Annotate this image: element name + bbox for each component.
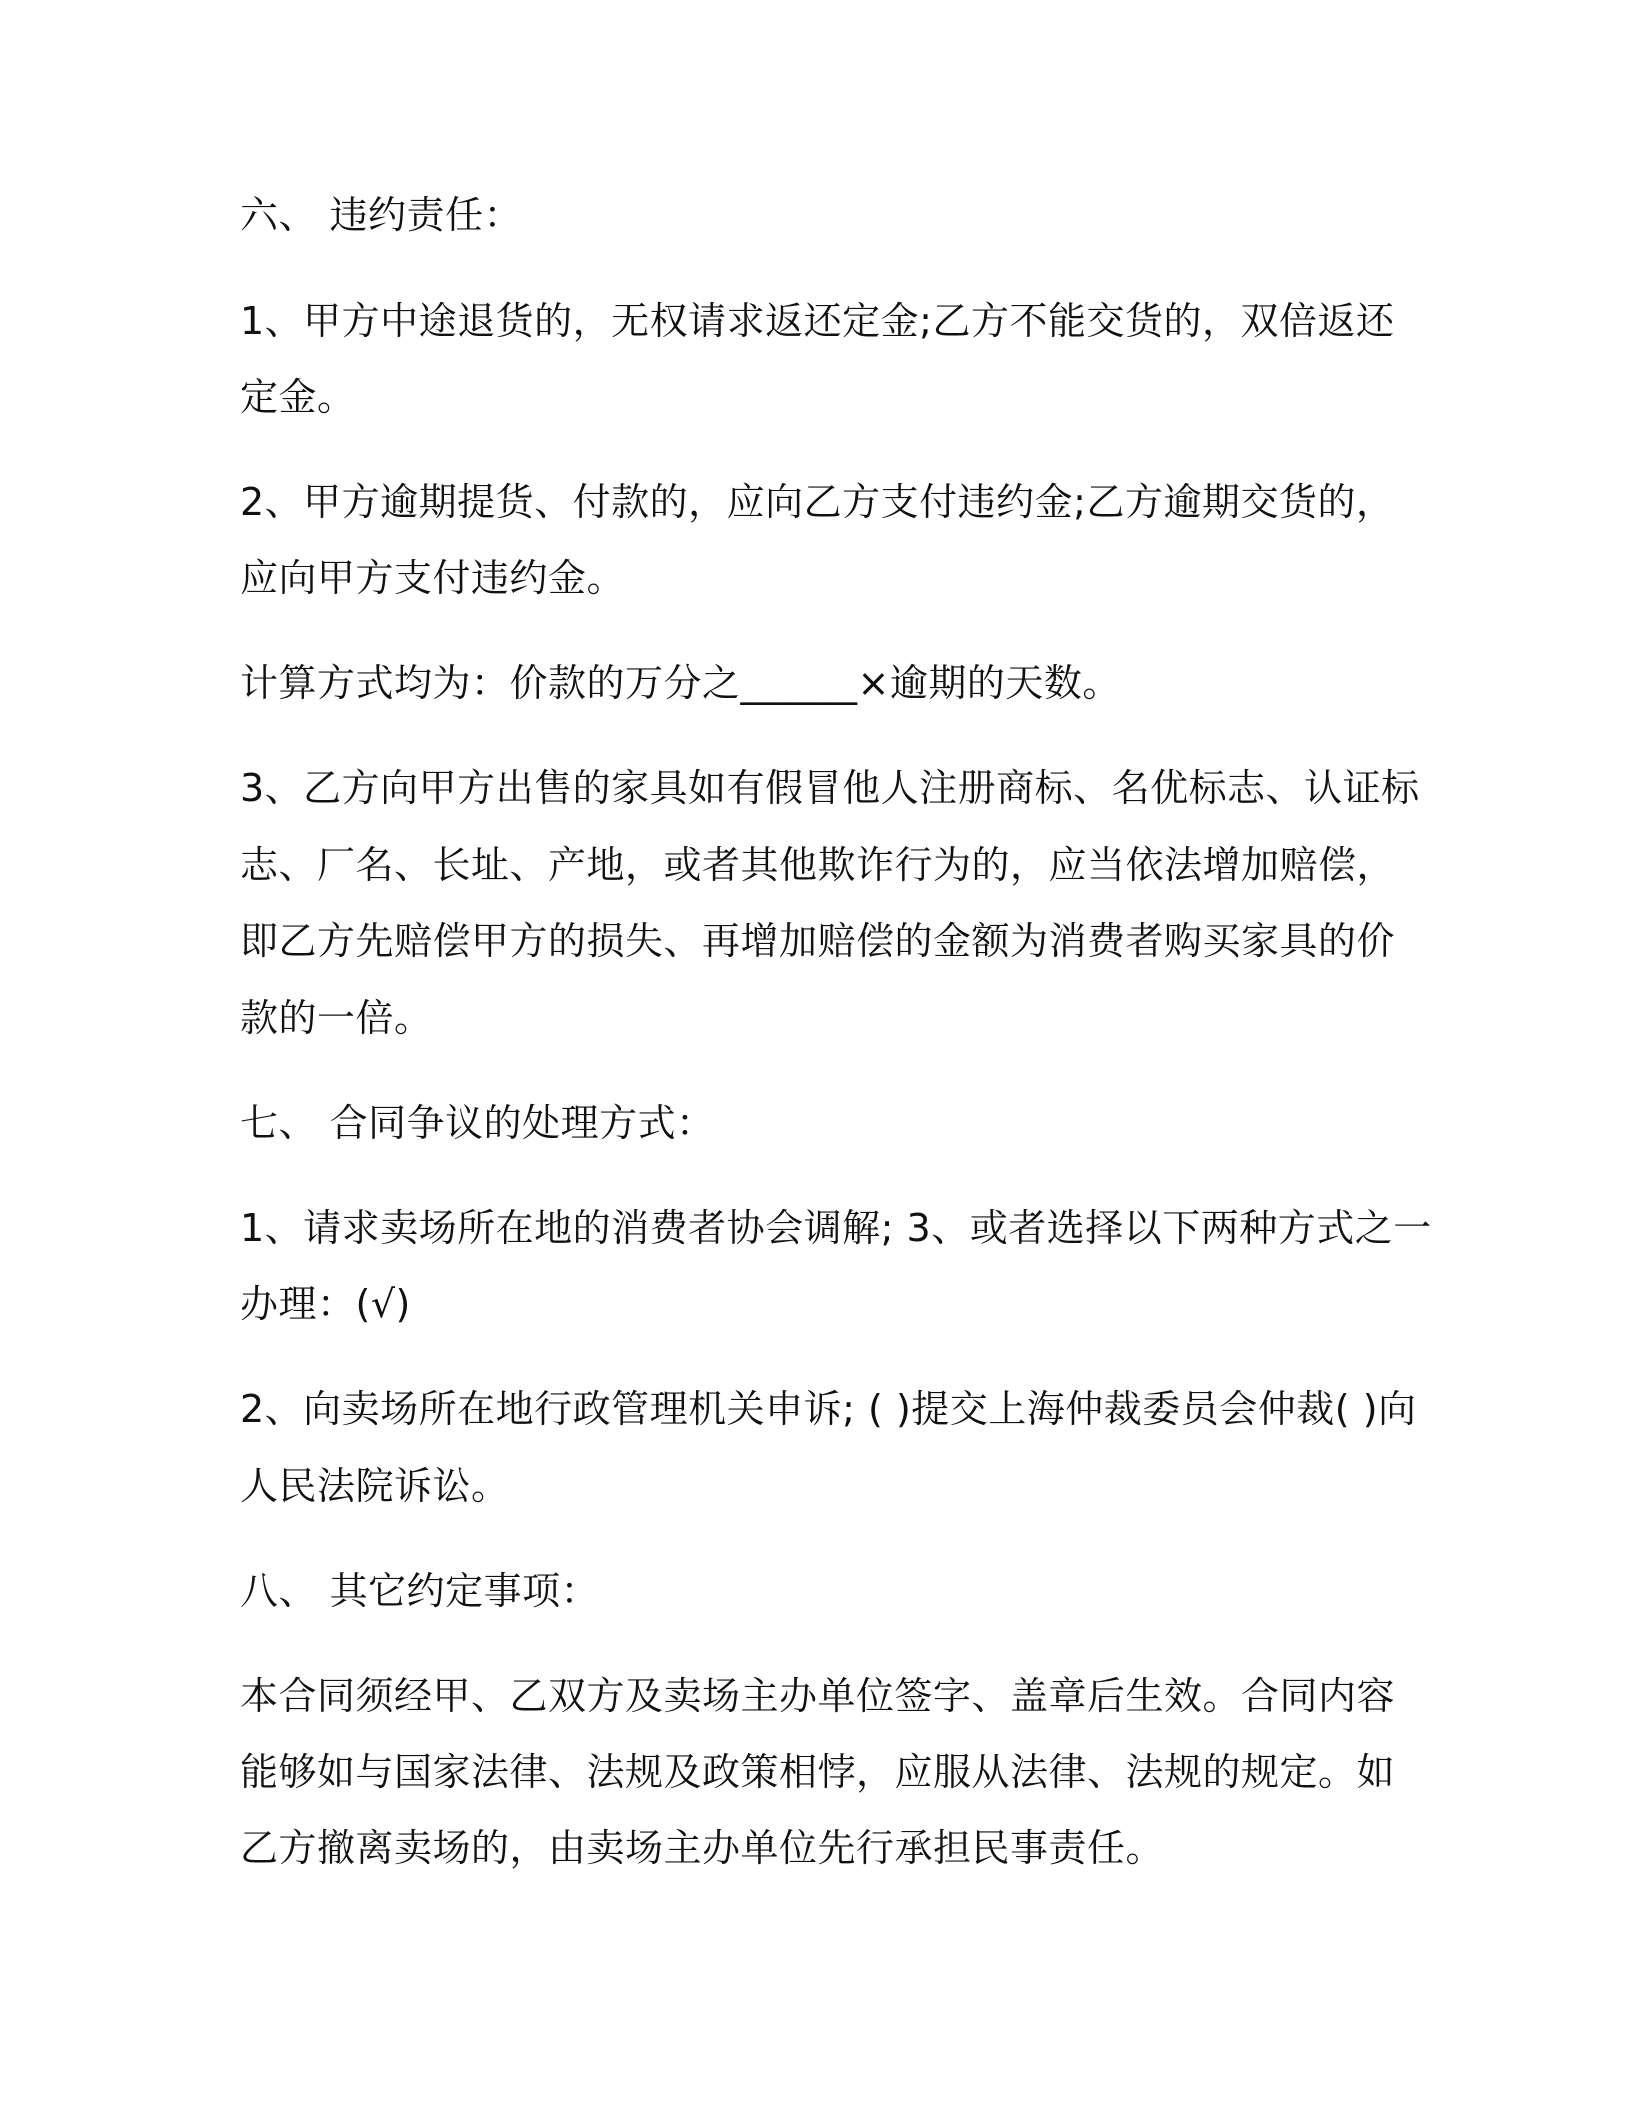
dispute-option-1: 1、请求卖场所在地的消费者协会调解; 3、或者选择以下两种方式之一	[240, 1206, 1432, 1250]
other-terms-line-2: 能够如与国家法律、法规及政策相悖，应服从法律、法规的规定。如	[240, 1750, 1396, 1794]
clause-3-line-3: 即乙方先赔偿甲方的损失、再增加赔偿的金额为消费者购买家具的价	[240, 919, 1396, 963]
calculation-method: 计算方式均为：价款的万分之______×逾期的天数。	[240, 661, 1121, 705]
dispute-option-2: 2、向卖场所在地行政管理机关申诉; ( )提交上海仲裁委员会仲裁( )向	[240, 1387, 1417, 1431]
other-terms-line-1: 本合同须经甲、乙双方及卖场主办单位签字、盖章后生效。合同内容	[240, 1674, 1396, 1718]
clause-3-line-4: 款的一倍。	[240, 996, 433, 1040]
section-heading-other-terms: 八、 其它约定事项：	[240, 1569, 600, 1613]
clause-3-counterfeit: 3、乙方向甲方出售的家具如有假冒他人注册商标、名优标志、认证标	[240, 766, 1420, 810]
section-heading-dispute-resolution: 七、 合同争议的处理方式：	[240, 1101, 715, 1145]
section-heading-breach-liability: 六、 违约责任：	[240, 193, 523, 237]
clause-1-continuation: 定金。	[240, 375, 356, 419]
dispute-option-2-continuation: 人民法院诉讼。	[240, 1464, 510, 1508]
clause-1-return-deposit: 1、甲方中途退货的，无权请求返还定金;乙方不能交货的，双倍返还	[240, 299, 1395, 343]
dispute-option-1-continuation: 办理：(√)	[240, 1282, 411, 1326]
clause-2-penalty: 2、甲方逾期提货、付款的，应向乙方支付违约金;乙方逾期交货的，	[240, 480, 1395, 524]
clause-3-line-2: 志、厂名、长址、产地，或者其他欺诈行为的，应当依法增加赔偿，	[240, 843, 1396, 887]
clause-2-continuation: 应向甲方支付违约金。	[240, 556, 626, 600]
other-terms-line-3: 乙方撤离卖场的，由卖场主办单位先行承担民事责任。	[240, 1826, 1165, 1870]
